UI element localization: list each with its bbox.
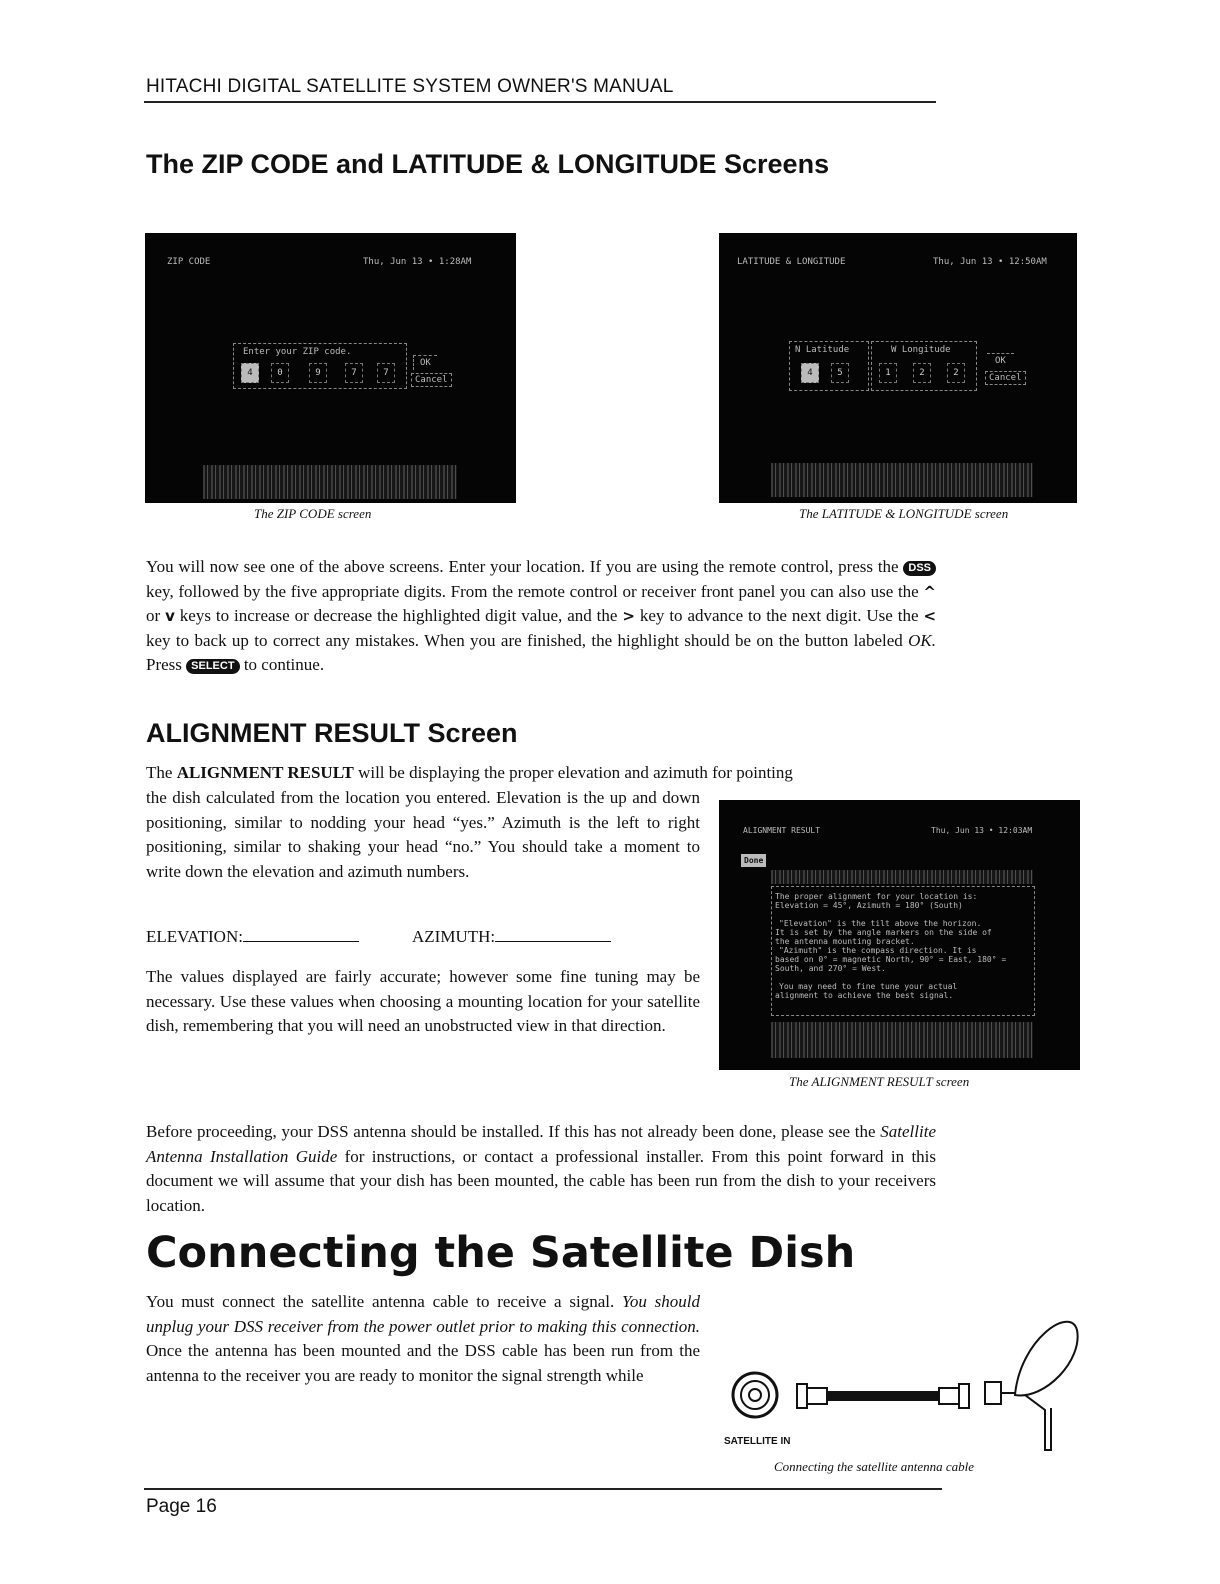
connecting-paragraph	[146, 1290, 700, 1388]
zip-text-4: key to advance to the next digit. Use the	[639, 606, 919, 625]
zip-screen-caption: The ZIP CODE screen	[254, 506, 372, 521]
satellite-dish-icon	[985, 1322, 1078, 1450]
alignment-line-6: the antenna mounting bracket.	[775, 937, 915, 946]
alignment-heading: ALIGNMENT RESULT Screen	[146, 718, 518, 748]
latlon-ok-button[interactable]: OK	[987, 353, 1014, 368]
alignment-screen-caption: The ALIGNMENT RESULT screen	[789, 1074, 970, 1089]
alignment-line-4: "Elevation" is the tilt above the horizon.	[779, 919, 982, 928]
latitude-digit-1[interactable]: 4	[801, 363, 819, 383]
zip-text-2: key, followed by the five appropriate digits. From the remote control or receiver front panel you can also use the	[146, 581, 919, 601]
alignment-line-8: based on 0° = magnetic North, 90° = East, 180° =	[775, 955, 1007, 964]
zip-code-screen	[145, 233, 516, 503]
alignment-intro-line	[146, 761, 936, 786]
latlon-signal-noise	[771, 463, 1033, 497]
azimuth-label: AZIMUTH:	[412, 927, 496, 946]
elevation-label: ELEVATION:	[146, 927, 243, 946]
up-arrow-icon: ^	[923, 582, 936, 601]
select-key-icon: SELECT	[186, 659, 239, 674]
zip-digit-3[interactable]: 9	[309, 363, 327, 383]
zip-section-heading: The ZIP CODE and LATITUDE & LONGITUDE Screens	[146, 149, 830, 179]
alignment-top-noise	[771, 870, 1033, 884]
zip-cancel-button[interactable]: Cancel	[411, 373, 452, 387]
zip-screen-datetime: Thu, Jun 13 • 1:28AM	[363, 257, 472, 267]
latlon-screen-title: LATITUDE & LONGITUDE	[737, 257, 846, 267]
latitude-label: N Latitude	[795, 345, 850, 355]
zip-text-3: keys to increase or decrease the highlighted digit value, and the	[179, 606, 618, 625]
zip-digit-2[interactable]: 0	[271, 363, 289, 383]
coax-cable-icon	[797, 1384, 969, 1408]
done-button[interactable]: Done	[741, 854, 766, 867]
zip-text-or: or	[146, 606, 161, 625]
alignment-bold-term: ALIGNMENT RESULT	[176, 763, 354, 782]
alignment-screen-datetime: Thu, Jun 13 • 12:03AM	[931, 826, 1033, 835]
zip-instructions-paragraph	[146, 555, 936, 678]
header-rule	[144, 101, 936, 103]
before-text-b: for instructions, or contact a professional installer. From this point forward in this document we will assume that your dish has been mounted, the cable has been run from the dish to your receivers location.	[146, 1146, 937, 1215]
longitude-digit-2[interactable]: 2	[913, 363, 931, 383]
alignment-line-1: The proper alignment for your location is:	[775, 892, 978, 901]
cable-figure-caption: Connecting the satellite antenna cable	[774, 1459, 975, 1474]
alignment-line-2: Elevation = 45°, Azimuth = 180° (South)	[775, 901, 963, 910]
zip-signal-noise	[203, 465, 457, 499]
longitude-label: W Longitude	[891, 345, 951, 355]
alignment-line-11: You may need to fine tune your actual	[779, 982, 958, 991]
installation-guide-title: Satellite Antenna Installation Guide	[146, 1122, 936, 1166]
latlon-screen-caption: The LATITUDE & LONGITUDE screen	[799, 506, 1009, 521]
before-proceeding-paragraph	[146, 1120, 936, 1218]
alignment-line-12: alignment to achieve the best signal.	[775, 991, 954, 1000]
zip-digit-5[interactable]: 7	[377, 363, 395, 383]
connecting-text-b: Once the antenna has been mounted and the DSS cable has been run from the antenna to the receiver you are ready to monitor the signal strength while	[146, 1341, 700, 1385]
dss-key-icon: DSS	[903, 561, 936, 576]
zip-text-5: key to back up to correct any mistakes. When you are finished, the highlight should be on the button labeled	[146, 630, 903, 650]
before-text-a: Before proceeding, your DSS antenna should be installed. If this has not already been done, please see the	[146, 1122, 876, 1141]
page-number: Page 16	[146, 1496, 217, 1517]
alignment-values-paragraph: The values displayed are fairly accurate; however some fine tuning may be necessary. Use these values when choosing a mounting location for your satellite dish, remembering that you will need an unobstructed view in that direction.	[146, 967, 700, 1035]
latitude-digit-2[interactable]: 5	[831, 363, 849, 383]
alignment-line-7: "Azimuth" is the compass direction. It is	[779, 946, 977, 955]
satellite-in-label: SATELLITE IN	[724, 1436, 791, 1447]
longitude-digit-3[interactable]: 2	[947, 363, 965, 383]
alignment-paragraph: the dish calculated from the location you entered. Elevation is the up and down positioning, similar to nodding your head “yes.” Azimuth is the left to right positioning, similar to shaking your head “no.” You should take a moment to write down the elevation and azimuth numbers.	[146, 788, 700, 881]
ok-label: OK.	[908, 630, 936, 650]
down-arrow-icon: v	[165, 607, 175, 625]
footer-rule	[144, 1488, 942, 1490]
zip-text-6: Press	[146, 655, 182, 674]
alignment-screen-title: ALIGNMENT RESULT	[743, 826, 821, 835]
alignment-line-9: South, and 270° = West.	[775, 964, 886, 973]
latlon-screen	[719, 233, 1077, 503]
zip-screen-title: ZIP CODE	[167, 257, 211, 267]
zip-ok-button[interactable]: OK	[413, 355, 437, 370]
latlon-cancel-button[interactable]: Cancel	[985, 371, 1026, 385]
zip-prompt: Enter your ZIP code.	[243, 347, 352, 357]
right-arrow-icon: >	[622, 607, 635, 625]
zip-text-7: to continue.	[243, 655, 325, 674]
alignment-text-b: will be displaying the proper elevation and azimuth for pointing	[358, 763, 793, 782]
connecting-heading: Connecting the Satellite Dish	[146, 1228, 856, 1278]
running-header: HITACHI DIGITAL SATELLITE SYSTEM OWNER'S MANUAL	[146, 76, 674, 97]
alignment-text-a: The	[146, 763, 173, 782]
azimuth-field[interactable]	[412, 925, 611, 950]
latlon-screen-datetime: Thu, Jun 13 • 12:50AM	[933, 257, 1047, 267]
elevation-field[interactable]	[146, 925, 359, 950]
connecting-warning: You should unplug your DSS receiver from the power outlet prior to making this connection.	[146, 1292, 701, 1336]
connecting-text-a: You must connect the satellite antenna cable to receive a signal.	[146, 1292, 615, 1311]
zip-text-1: You will now see one of the above screens. Enter your location. If you are using the remote control, press the	[146, 557, 899, 576]
zip-digit-4[interactable]: 7	[345, 363, 363, 383]
zip-digit-1[interactable]: 4	[241, 363, 259, 383]
alignment-line-5: It is set by the angle markers on the side of	[775, 928, 992, 937]
left-arrow-icon: <	[923, 607, 937, 625]
alignment-signal-noise	[771, 1022, 1033, 1058]
satellite-in-jack-icon	[733, 1373, 777, 1417]
alignment-result-screen	[719, 800, 1080, 1070]
longitude-digit-1[interactable]: 1	[879, 363, 897, 383]
